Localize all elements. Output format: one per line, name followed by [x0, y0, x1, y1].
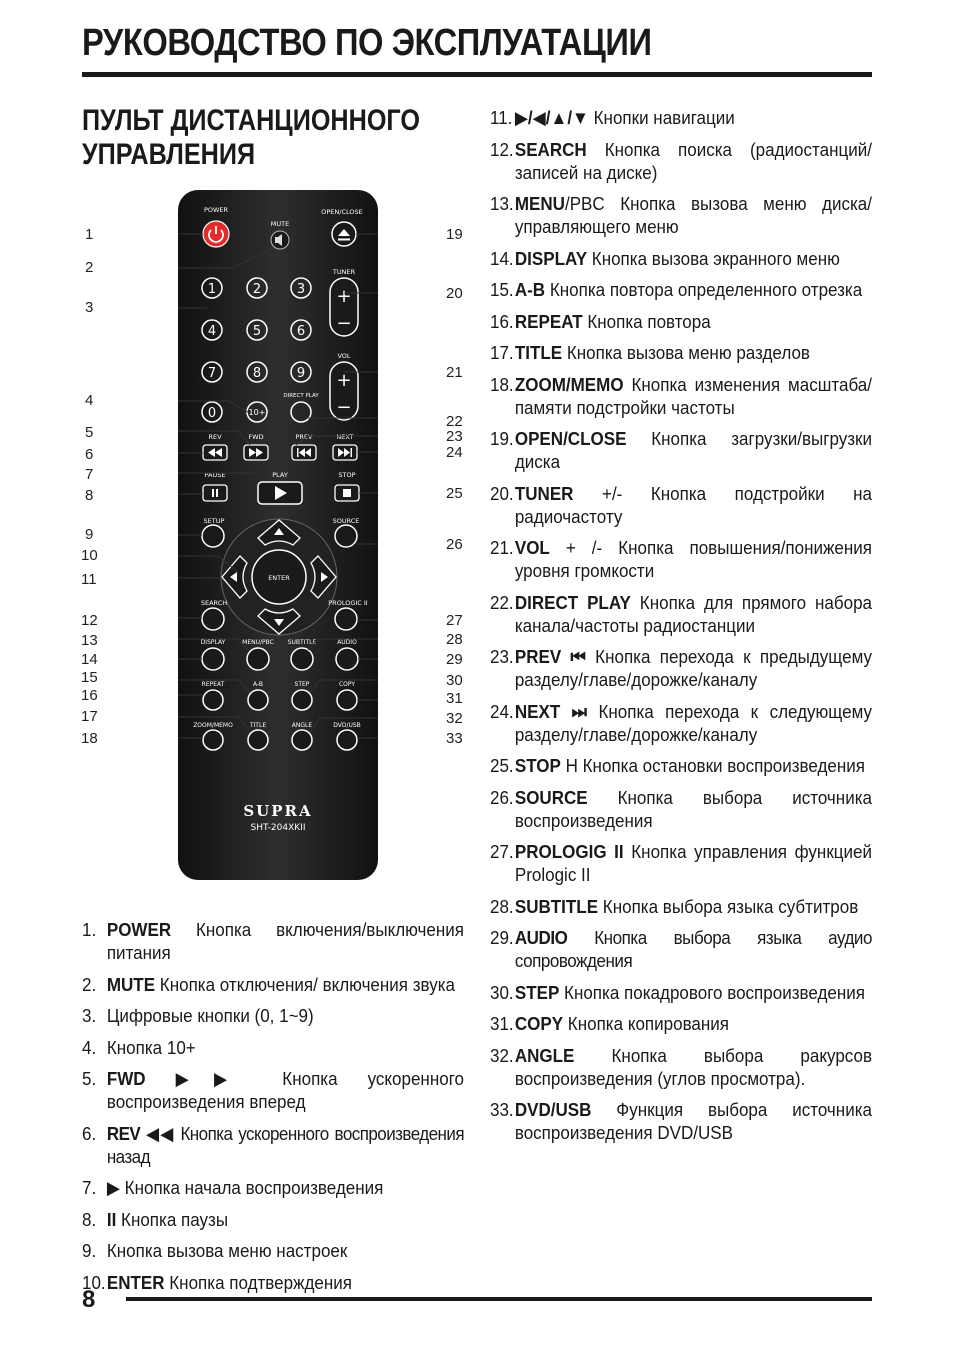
list-item: 25. STOP Н Кнопка остановки воспроизведения	[490, 755, 866, 776]
zoom-memo-label: ZOOM/MEMO	[193, 722, 233, 729]
callout-number: 9	[85, 526, 94, 543]
step-button[interactable]	[292, 690, 312, 710]
ab-button[interactable]	[248, 690, 268, 710]
list-item: 16. REPEAT Кнопка повтора	[490, 310, 711, 332]
digit-label-5: 5	[252, 324, 262, 339]
tuner-minus-icon: −	[336, 313, 352, 334]
callout-number: 3	[85, 299, 94, 316]
list-item: 7. ▶ Кнопка начала воспроизведения	[82, 1177, 384, 1198]
list-item: 10. ENTER Кнопка подтверждения	[82, 1271, 352, 1293]
callout-number: 17	[81, 708, 98, 725]
callout-number: 2	[85, 259, 94, 276]
copy-label: COPY	[338, 681, 356, 688]
setup-button[interactable]	[202, 525, 224, 547]
callout-number: 26	[446, 536, 463, 553]
list-item: 14. DISPLAY Кнопка вызова экранного меню	[490, 247, 840, 269]
callout-number: 13	[81, 632, 98, 649]
callout-number: 6	[85, 446, 94, 463]
section-title-line-1: ПУЛЬТ ДИСТАНЦИОННОГО	[82, 104, 420, 137]
list-item: 18. ZOOM/MEMO Кнопка изменения масштаба/памяти подстройки частоты	[490, 373, 873, 418]
callout-number: 10	[81, 547, 98, 564]
list-item: 24. NEXT ⏭ Кнопка перехода к следующему разделу/главе/дорожке/каналу	[490, 700, 873, 745]
callout-number: 14	[81, 651, 98, 668]
callout-number: 28	[446, 631, 463, 648]
list-item: 33. DVD/USB Функция выбора источника воспроизведения DVD/USB	[490, 1099, 873, 1143]
brand-logo-text: SUPRA	[243, 802, 313, 820]
callout-number: 32	[446, 710, 463, 727]
digit-label-7: 7	[207, 366, 217, 381]
angle-label: ANGLE	[291, 722, 313, 729]
digit-label-6: 6	[296, 324, 306, 339]
list-item: 19. OPEN/CLOSE Кнопка загрузки/выгрузки диска	[490, 428, 873, 472]
prologic-label: PROLOGIC II	[328, 599, 368, 607]
callout-number: 16	[81, 687, 98, 704]
list-item: 31. COPY Кнопка копирования	[490, 1013, 730, 1034]
zoom-memo-button[interactable]	[203, 730, 223, 750]
digit-label-10plus: 10+	[248, 408, 266, 417]
search-label: SEARCH	[200, 599, 228, 607]
play-label: PLAY	[272, 471, 288, 479]
tuner-plus-icon: +	[336, 286, 352, 307]
callout-number: 21	[446, 364, 463, 381]
callout-number: 18	[81, 730, 98, 747]
list-item: 15. A-B Кнопка повтора определенного отрезка	[490, 279, 863, 300]
setup-label: SETUP	[203, 517, 225, 525]
audio-label: AUDIO	[337, 639, 357, 646]
remote-control-illustration	[178, 190, 378, 880]
mute-label: MUTE	[270, 220, 290, 228]
list-item: 26. SOURCE Кнопка выбора источника воспроизведения	[490, 786, 873, 831]
list-item: 20. TUNER +/- Кнопка подстройки на радиочастоту	[490, 482, 873, 527]
callout-number: 29	[446, 651, 463, 668]
section-title-line-2: УПРАВЛЕНИЯ	[82, 138, 256, 171]
callout-number: 4	[85, 392, 94, 409]
repeat-label: REPEAT	[201, 681, 225, 688]
dvd-usb-button[interactable]	[337, 730, 357, 750]
rev-label: REV	[208, 433, 222, 441]
button-description-list-right	[490, 106, 872, 1153]
list-item: 27. PROLOGIG II Кнопка управления функцией Prologic II	[490, 841, 873, 885]
list-item: 28. SUBTITLE Кнопка выбора языка субтитров	[490, 895, 859, 917]
callout-number: 8	[85, 487, 94, 504]
list-item: 1. POWER Кнопка включения/выключения питания	[82, 919, 465, 963]
source-button[interactable]	[335, 525, 357, 547]
audio-button[interactable]	[336, 648, 358, 670]
ab-label: A-B	[252, 681, 264, 688]
callout-number: 7	[85, 466, 94, 483]
repeat-button[interactable]	[203, 690, 223, 710]
list-item: 8. II Кнопка паузы	[82, 1208, 229, 1230]
list-item: 11. ▶/◀/▲/▼ Кнопки навигации	[490, 107, 735, 128]
callout-number: 25	[446, 485, 463, 502]
list-item: 3. Цифровые кнопки (0, 1~9)	[82, 1005, 314, 1026]
search-button[interactable]	[202, 608, 224, 630]
page-header-title: РУКОВОДСТВО ПО ЭКСПЛУАТАЦИИ	[82, 22, 652, 64]
list-item: 29. AUDIO Кнопка выбора языка аудио сопровождения	[490, 927, 873, 971]
enter-label: ENTER	[268, 574, 290, 582]
callout-number: 5	[85, 424, 94, 441]
angle-button[interactable]	[292, 730, 312, 750]
pause-label: PAUSE	[204, 471, 226, 479]
callout-number: 19	[446, 226, 463, 243]
open-close-label: OPEN/CLOSE	[321, 208, 363, 216]
list-item: 32. ANGLE Кнопка выбора ракурсов воспроизведения (углов просмотра).	[490, 1044, 873, 1089]
direct-play-label: DIRECT PLAY	[283, 393, 319, 399]
list-item: 6. REV ◀◀ Кнопка ускоренного воспроизведения назад	[82, 1122, 465, 1167]
display-button[interactable]	[202, 648, 224, 670]
step-label: STEP	[294, 681, 310, 688]
callout-number: 1	[85, 226, 94, 243]
menu-pbc-button[interactable]	[247, 648, 269, 670]
list-item: 13. MENU/PBC Кнопка вызова меню диска/ управляющего меню	[490, 193, 873, 237]
subtitle-button[interactable]	[291, 648, 313, 670]
source-label: SOURCE	[332, 517, 360, 525]
list-item: 2. MUTE Кнопка отключения/ включения звука	[82, 973, 456, 995]
title-button[interactable]	[248, 730, 268, 750]
header-rule	[82, 72, 872, 77]
digit-label-2: 2	[252, 282, 262, 297]
list-item: 9. Кнопка вызова меню настроек	[82, 1240, 348, 1261]
pause-button[interactable]	[203, 485, 227, 501]
callout-number: 24	[446, 444, 463, 461]
callout-number: 22	[446, 413, 463, 430]
callout-number: 11	[81, 571, 97, 588]
callout-number: 12	[81, 612, 98, 629]
copy-button[interactable]	[337, 690, 357, 710]
list-item: 21. VOL + /- Кнопка повышения/понижения уровня громкости	[490, 537, 873, 581]
callout-number: 31	[446, 690, 463, 707]
list-item: 22. DIRECT PLAY Кнопка для прямого набора канала/частоты радиостанции	[490, 591, 873, 636]
callout-number: 33	[446, 730, 463, 747]
power-label: POWER	[203, 206, 229, 214]
footer-rule	[126, 1297, 872, 1301]
list-item: 23. PREV ⏮ Кнопка перехода к предыдущему разделу/главе/дорожке/каналу	[490, 646, 873, 690]
tuner-label: TUNER	[332, 268, 356, 276]
stop-icon	[343, 489, 351, 497]
subtitle-label: SUBTITLE	[287, 639, 317, 646]
list-item: 4. Кнопка 10+	[82, 1036, 196, 1058]
callout-number: 15	[81, 669, 98, 686]
section-title	[82, 104, 420, 172]
display-label: DISPLAY	[200, 639, 226, 646]
list-item: 17. TITLE Кнопка вызова меню разделов	[490, 342, 810, 363]
digit-label-0: 0	[207, 406, 217, 421]
digit-label-8: 8	[252, 366, 262, 381]
callout-number: 23	[446, 428, 463, 445]
prev-label: PREV	[295, 433, 313, 441]
title-label: TITLE	[249, 722, 267, 729]
next-label: NEXT	[336, 433, 354, 441]
button-description-list-left	[82, 918, 464, 1302]
callout-number: 27	[446, 612, 463, 629]
vol-minus-icon: −	[336, 397, 352, 418]
stop-label: STOP	[338, 471, 356, 479]
fwd-label: FWD	[248, 433, 264, 441]
list-item: 30. STEP Кнопка покадрового воспроизведения	[490, 981, 865, 1003]
menu-pbc-label: MENU/PBC	[242, 639, 274, 646]
page-number: 8	[82, 1286, 96, 1313]
vol-plus-icon: +	[336, 370, 352, 391]
callout-number: 20	[446, 285, 463, 302]
vol-label: VOL	[337, 352, 351, 360]
list-item: 12. SEARCH Кнопка поиска (радиостанций/записей на диске)	[490, 138, 873, 183]
callout-number: 30	[446, 672, 463, 689]
digit-label-4: 4	[207, 324, 217, 339]
digit-label-1: 1	[207, 282, 217, 297]
digit-label-9: 9	[296, 366, 306, 381]
model-name: SHT-204XKII	[250, 823, 306, 833]
dvd-usb-label: DVD/USB	[333, 722, 361, 729]
digit-label-3: 3	[296, 282, 306, 297]
prologic-button[interactable]	[335, 608, 357, 630]
list-item: 5. FWD ▶▶ Кнопка ускоренного воспроизведения вперед	[82, 1068, 465, 1112]
